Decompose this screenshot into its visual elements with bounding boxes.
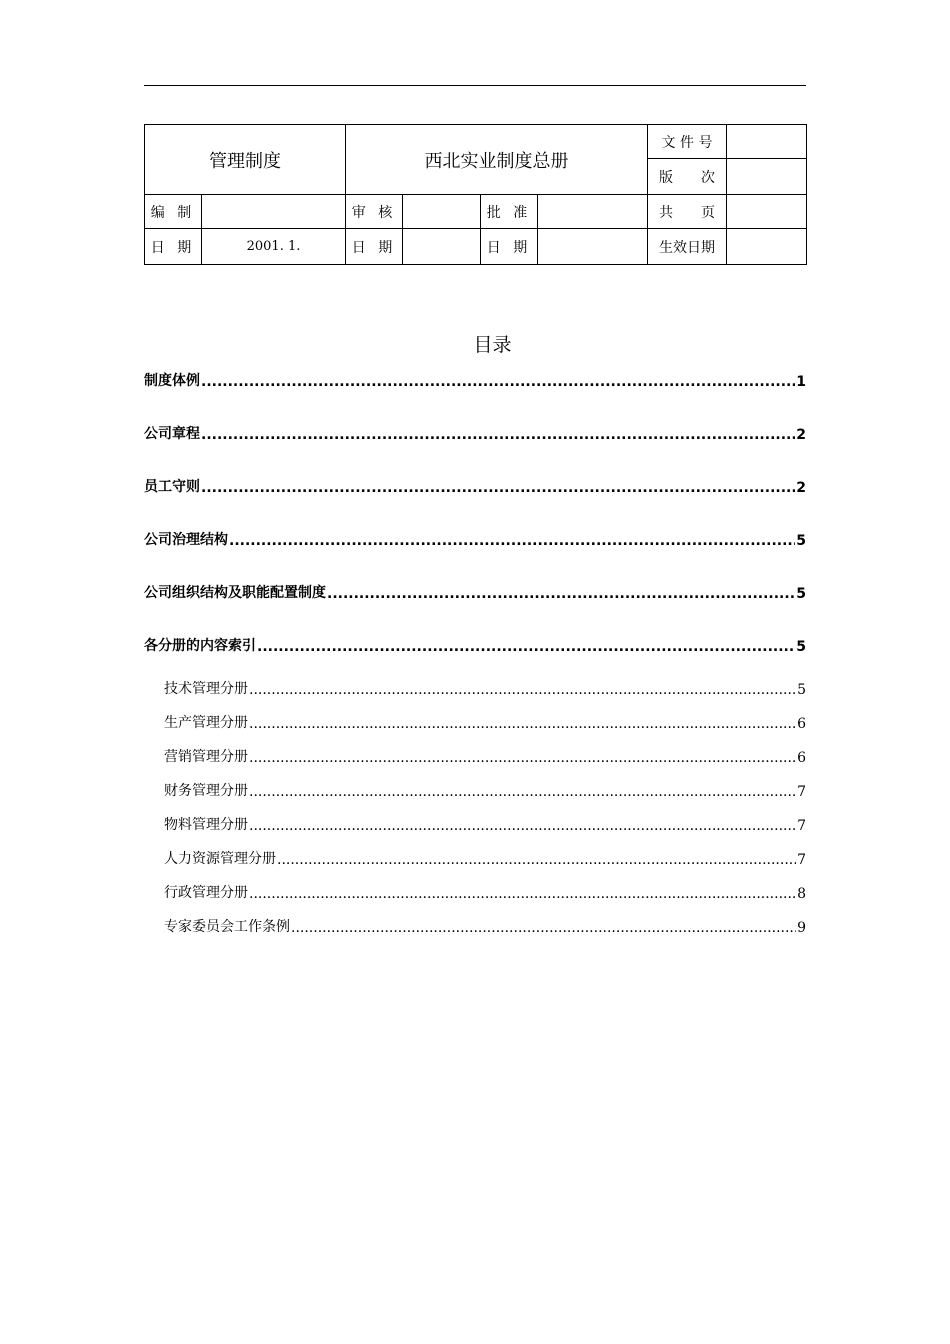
compile-date-label: 日 期 — [145, 229, 202, 265]
approve-label: 批 准 — [481, 195, 538, 229]
toc-sub-entry-page: 9 — [797, 920, 806, 936]
toc-sub-entry-page: 5 — [797, 682, 806, 698]
toc-sub-entry[interactable] — [164, 778, 806, 800]
toc-leader — [201, 427, 795, 443]
toc-sub-entry-page: 8 — [797, 886, 806, 902]
toc-entry-page: 1 — [796, 374, 806, 390]
toc-sub-entry-label: 生产管理分册 — [164, 715, 248, 731]
toc-sub-entry-label: 营销管理分册 — [164, 749, 248, 765]
compile-label: 编 制 — [145, 195, 202, 229]
toc-entry-page: 2 — [796, 427, 806, 443]
toc-entry[interactable] — [144, 421, 806, 443]
toc-entry-page: 5 — [796, 639, 806, 655]
file-no-value — [727, 125, 807, 159]
toc-sub-entry[interactable] — [164, 914, 806, 936]
toc-sub-entry-page: 7 — [797, 852, 806, 868]
toc-leader — [249, 682, 796, 698]
toc-entry[interactable] — [144, 633, 806, 655]
toc-entry-label: 制度体例 — [144, 373, 200, 389]
header-rule — [144, 85, 806, 86]
toc-sub-entry[interactable] — [164, 846, 806, 868]
version-label: 版 次 — [648, 159, 727, 195]
toc-sub-entry-label: 物料管理分册 — [164, 817, 248, 833]
toc-leader — [201, 480, 795, 496]
approve-value — [538, 195, 648, 229]
toc-sub-entry-label: 人力资源管理分册 — [164, 851, 276, 867]
toc-title: 目录 — [473, 334, 512, 356]
toc-leader — [249, 750, 796, 766]
toc-entry-label: 公司组织结构及职能配置制度 — [144, 585, 326, 601]
review-date-value — [403, 229, 481, 265]
toc-leader — [249, 716, 796, 732]
toc-entry[interactable] — [144, 580, 806, 602]
effective-date-label: 生效日期 — [648, 229, 727, 265]
toc-leader — [291, 920, 796, 936]
compile-date-value: 2001. 1. — [202, 229, 346, 265]
toc-sub-entry-page: 6 — [797, 750, 806, 766]
toc-entry-label: 公司章程 — [144, 426, 200, 442]
review-value — [403, 195, 481, 229]
toc-sub-entry[interactable] — [164, 880, 806, 902]
toc-sub-entry-label: 行政管理分册 — [164, 885, 248, 901]
toc-sub-entry[interactable] — [164, 744, 806, 766]
toc-sub-entry[interactable] — [164, 676, 806, 698]
pages-label: 共 页 — [648, 195, 727, 229]
review-date-label: 日 期 — [346, 229, 403, 265]
toc-entry-label: 公司治理结构 — [144, 532, 228, 548]
file-no-label: 文 件 号 — [648, 125, 727, 159]
approve-date-value — [538, 229, 648, 265]
toc-leader — [249, 818, 796, 834]
pages-value — [727, 195, 807, 229]
toc-leader — [249, 886, 796, 902]
toc-sub-entry-label: 技术管理分册 — [164, 681, 248, 697]
toc-sub-entry-page: 7 — [797, 784, 806, 800]
category-cell: 管理制度 — [145, 125, 346, 195]
toc-entry-page: 2 — [796, 480, 806, 496]
toc-entry-label: 各分册的内容索引 — [144, 638, 256, 654]
effective-date-value — [727, 229, 807, 265]
toc-sub-entry-label: 专家委员会工作条例 — [164, 919, 290, 935]
toc-sub-entry-page: 6 — [797, 716, 806, 732]
toc-sub-entry-label: 财务管理分册 — [164, 783, 248, 799]
toc-leader — [201, 374, 795, 390]
toc-sub-entry[interactable] — [164, 710, 806, 732]
toc-sub-entry-page: 7 — [797, 818, 806, 834]
toc-entry-page: 5 — [796, 533, 806, 549]
toc-entry-label: 员工守则 — [144, 479, 200, 495]
doc-title-cell: 西北实业制度总册 — [346, 125, 648, 195]
toc-entry-page: 5 — [796, 586, 806, 602]
toc-entry[interactable] — [144, 474, 806, 496]
toc-leader — [249, 784, 796, 800]
toc-leader — [229, 533, 795, 549]
compile-value — [202, 195, 346, 229]
approve-date-label: 日 期 — [481, 229, 538, 265]
document-header-table — [144, 124, 807, 265]
toc-entry[interactable] — [144, 368, 806, 390]
toc-sub-entry[interactable] — [164, 812, 806, 834]
toc-leader — [257, 639, 795, 655]
review-label: 审 核 — [346, 195, 403, 229]
toc-entry[interactable] — [144, 527, 806, 549]
version-value — [727, 159, 807, 195]
toc-leader — [277, 852, 796, 868]
toc-leader — [327, 586, 795, 602]
